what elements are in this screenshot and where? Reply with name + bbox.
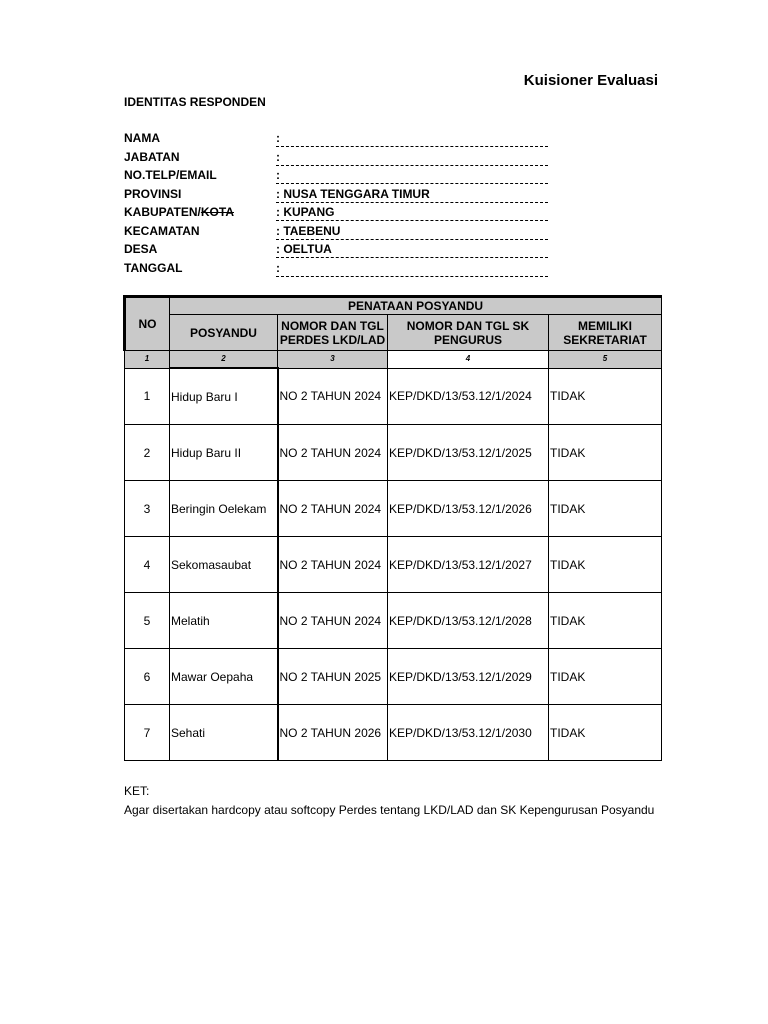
field-label: KECAMATAN: [124, 223, 200, 238]
field-row-kecamatan: [124, 223, 554, 242]
table-row: [125, 593, 662, 649]
notes-label: KET:: [124, 784, 150, 798]
document-title: Kuisioner Evaluasi: [523, 72, 658, 89]
sk-number: KEP/DKD/13/53.12/1/2024: [388, 368, 549, 425]
perdes-number: NO 2 TAHUN 2025: [278, 649, 388, 705]
sk-number: KEP/DKD/13/53.12/1/2029: [388, 649, 549, 705]
row-number: 7: [125, 705, 170, 761]
posyandu-table: [123, 295, 662, 761]
column-number: 1: [125, 351, 170, 369]
table-row: [125, 537, 662, 593]
sk-number: KEP/DKD/13/53.12/1/2027: [388, 537, 549, 593]
sekretariat-status: TIDAK: [549, 368, 662, 425]
row-number: 2: [125, 425, 170, 481]
row-number: 3: [125, 481, 170, 537]
section-heading: IDENTITAS RESPONDEN: [124, 95, 266, 109]
row-number: 5: [125, 593, 170, 649]
desa-field[interactable]: : OELTUA: [276, 241, 548, 258]
header-sk-pengurus: NOMOR DAN TGL SK PENGURUS: [388, 315, 549, 351]
jabatan-field[interactable]: :: [276, 149, 548, 166]
tanggal-field[interactable]: :: [276, 260, 548, 277]
sk-number: KEP/DKD/13/53.12/1/2025: [388, 425, 549, 481]
field-label-struck: KOTA: [200, 205, 234, 219]
kabupaten-field[interactable]: : KUPANG: [276, 204, 548, 221]
field-row-desa: [124, 241, 554, 260]
field-row-provinsi: [124, 186, 554, 205]
field-row-kabupaten: [124, 204, 554, 223]
perdes-number: NO 2 TAHUN 2024: [278, 537, 388, 593]
field-label: JABATAN: [124, 149, 180, 164]
field-row-telp: [124, 167, 554, 186]
column-number: 3: [278, 351, 388, 369]
perdes-number: NO 2 TAHUN 2024: [278, 425, 388, 481]
sekretariat-status: TIDAK: [549, 593, 662, 649]
header-sekretariat: MEMILIKI SEKRETARIAT: [549, 315, 662, 351]
row-number: 4: [125, 537, 170, 593]
sk-number: KEP/DKD/13/53.12/1/2026: [388, 481, 549, 537]
column-number: 5: [549, 351, 662, 369]
sk-number: KEP/DKD/13/53.12/1/2028: [388, 593, 549, 649]
row-number: 6: [125, 649, 170, 705]
kecamatan-field[interactable]: : TAEBENU: [276, 223, 548, 240]
field-label-prefix: KABUPATEN/: [124, 205, 201, 219]
perdes-number: NO 2 TAHUN 2026: [278, 705, 388, 761]
posyandu-name: Hidup Baru II: [170, 425, 278, 481]
field-label: TANGGAL: [124, 260, 183, 275]
row-number: 1: [125, 368, 170, 425]
table-row: [125, 705, 662, 761]
column-number: 2: [170, 351, 278, 369]
table-row: [125, 649, 662, 705]
posyandu-name: Sekomasaubat: [170, 537, 278, 593]
provinsi-field[interactable]: : NUSA TENGGARA TIMUR: [276, 186, 548, 203]
posyandu-name: Sehati: [170, 705, 278, 761]
posyandu-name: Hidup Baru I: [170, 368, 278, 425]
field-label: [124, 204, 234, 220]
perdes-number: NO 2 TAHUN 2024: [278, 481, 388, 537]
field-row-tanggal: [124, 260, 554, 279]
table-row: [125, 368, 662, 425]
field-label: PROVINSI: [124, 186, 182, 201]
field-row-nama: [124, 130, 554, 149]
field-row-jabatan: [124, 149, 554, 168]
header-perdes: NOMOR DAN TGL PERDES LKD/LAD: [278, 315, 388, 351]
table-row: [125, 481, 662, 537]
sk-number: KEP/DKD/13/53.12/1/2030: [388, 705, 549, 761]
sekretariat-status: TIDAK: [549, 649, 662, 705]
notes-text: Agar disertakan hardcopy atau softcopy Perdes tentang LKD/LAD dan SK Kepengurusan Posyandu: [124, 803, 655, 817]
telp-email-field[interactable]: :: [276, 167, 548, 184]
respondent-fields: [124, 130, 554, 278]
nama-field[interactable]: :: [276, 130, 548, 147]
table-row: [125, 425, 662, 481]
field-label: NAMA: [124, 131, 160, 145]
perdes-number: NO 2 TAHUN 2024: [278, 368, 388, 425]
sekretariat-status: TIDAK: [549, 425, 662, 481]
sekretariat-status: TIDAK: [549, 481, 662, 537]
column-number: 4: [388, 351, 549, 369]
field-label: NO.TELP/EMAIL: [124, 168, 217, 182]
header-no: NO: [125, 297, 170, 351]
header-penataan-posyandu: PENATAAN POSYANDU: [170, 297, 662, 315]
field-label: DESA: [124, 242, 158, 256]
perdes-number: NO 2 TAHUN 2024: [278, 593, 388, 649]
posyandu-name: Mawar Oepaha: [170, 649, 278, 705]
sekretariat-status: TIDAK: [549, 705, 662, 761]
posyandu-name: Beringin Oelekam: [170, 481, 278, 537]
posyandu-name: Melatih: [170, 593, 278, 649]
header-posyandu: POSYANDU: [170, 315, 278, 351]
sekretariat-status: TIDAK: [549, 537, 662, 593]
